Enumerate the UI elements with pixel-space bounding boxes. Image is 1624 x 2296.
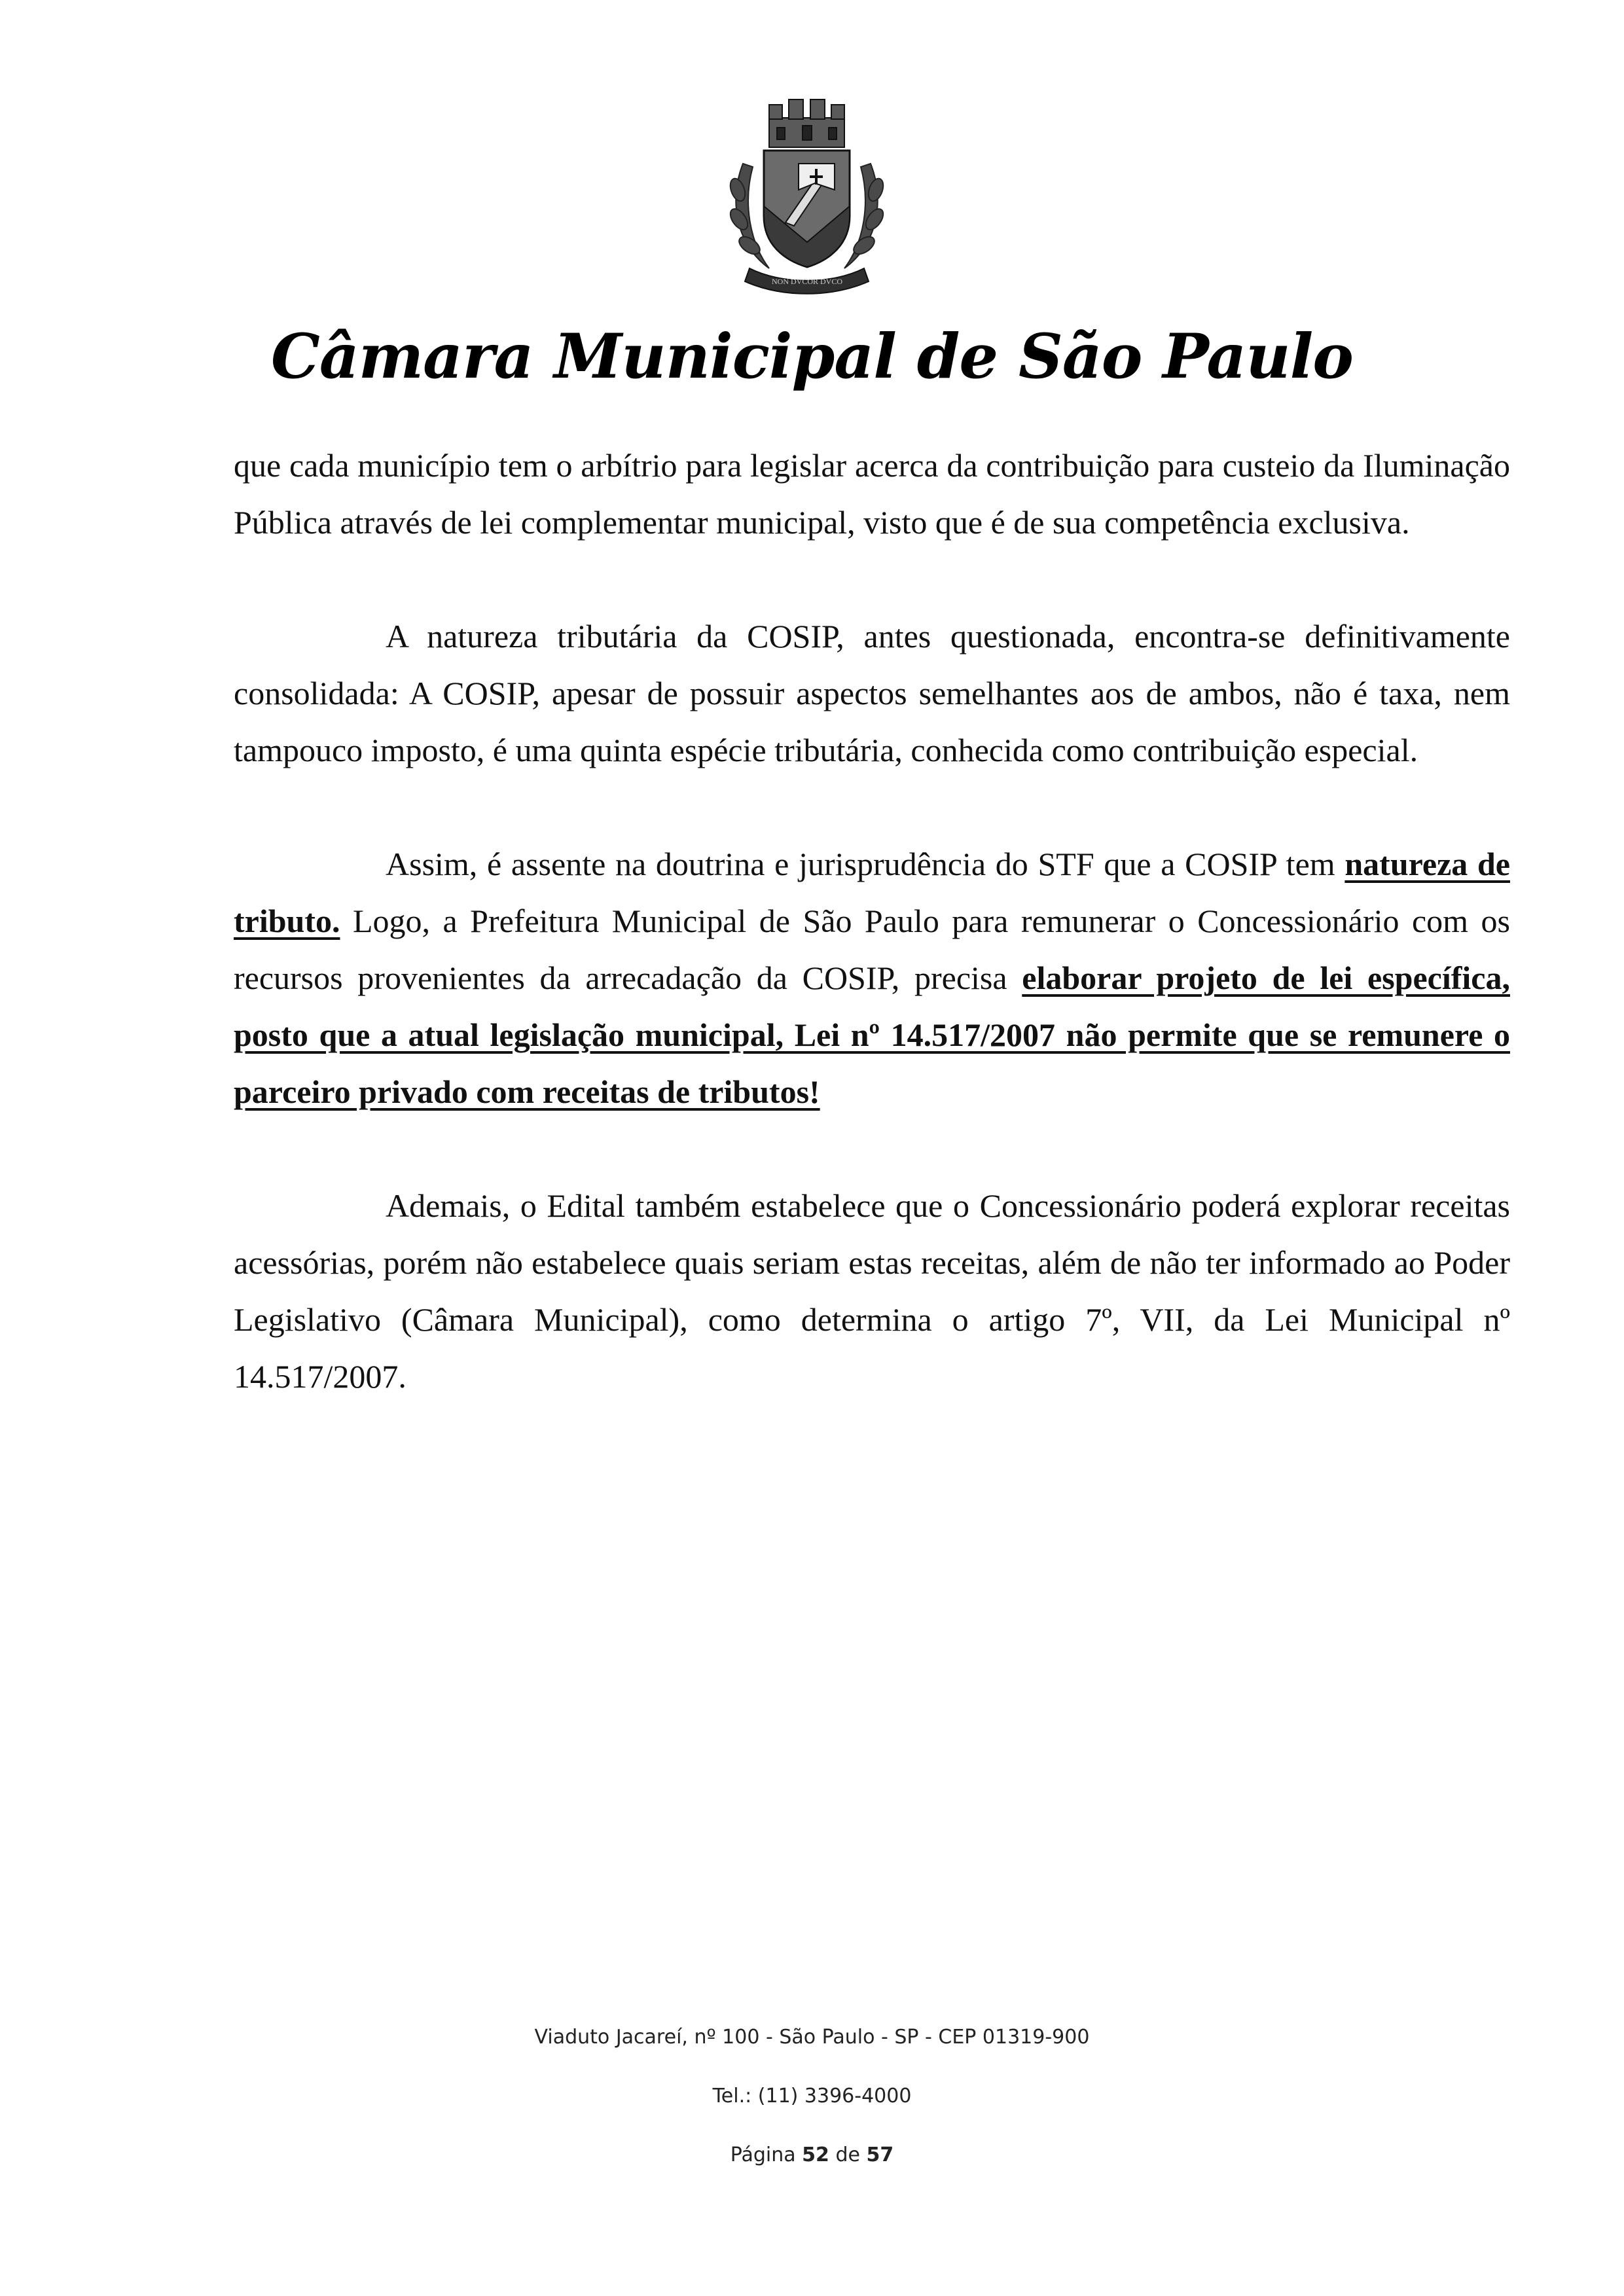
page-number bbox=[0, 2144, 1624, 2166]
emphasis-natureza-de-tributo: natureza de tributo. bbox=[234, 846, 1510, 939]
page-current: 52 bbox=[802, 2144, 829, 2166]
coat-of-arms-icon bbox=[723, 92, 890, 298]
footer-phone: Tel.: (11) 3396-4000 bbox=[712, 2085, 912, 2108]
paragraph-3-text-c: Logo, a Prefeitura Municipal de São Paulo para remunerar o Concessionário com os recursos provenientes da arrecadação da COSIP, precisa bbox=[234, 903, 1510, 996]
footer-address: Viaduto Jacareí, nº 100 - São Paulo - SP - CEP 01319-900 bbox=[534, 2026, 1090, 2049]
page-total: 57 bbox=[866, 2144, 894, 2166]
document-body bbox=[234, 437, 1510, 1462]
page-of: de bbox=[835, 2144, 860, 2166]
page-title: Câmara Municipal de São Paulo bbox=[271, 321, 1353, 393]
page-label: Página bbox=[730, 2144, 796, 2166]
crest-motto: NON DVCOR DVCO bbox=[771, 277, 843, 286]
paragraph-3-text-a: Assim, é assente na doutrina e jurisprudência do STF que a COSIP tem bbox=[386, 846, 1345, 882]
paragraph-3 bbox=[234, 836, 1510, 1121]
paragraph-1: que cada município tem o arbítrio para legislar acerca da contribuição para custeio da Iluminação Pública através de lei complementar municipal, visto que é de sua competência exclusiva. bbox=[234, 447, 1510, 541]
paragraph-2: A natureza tributária da COSIP, antes questionada, encontra-se definitivamente consolidada: A COSIP, apesar de possuir aspectos semelhantes aos de ambos, não é taxa, nem tampouco imposto, é uma quinta espécie tributária, conhecida como contribuição especial. bbox=[234, 618, 1510, 768]
emphasis-elaborar-projeto: elaborar projeto de lei específica, posto que a atual legislação municipal, Lei nº 14.517/2007 não permite que se remunere o parceiro privado com receitas de tributos! bbox=[234, 960, 1510, 1110]
paragraph-4: Ademais, o Edital também estabelece que o Concessionário poderá explorar receitas acessórias, porém não estabelece quais seriam estas receitas, além de não ter informado ao Poder Legislativo (Câmara Municipal), como determina o artigo 7º, VII, da Lei Municipal nº 14.517/2007. bbox=[234, 1187, 1510, 1395]
